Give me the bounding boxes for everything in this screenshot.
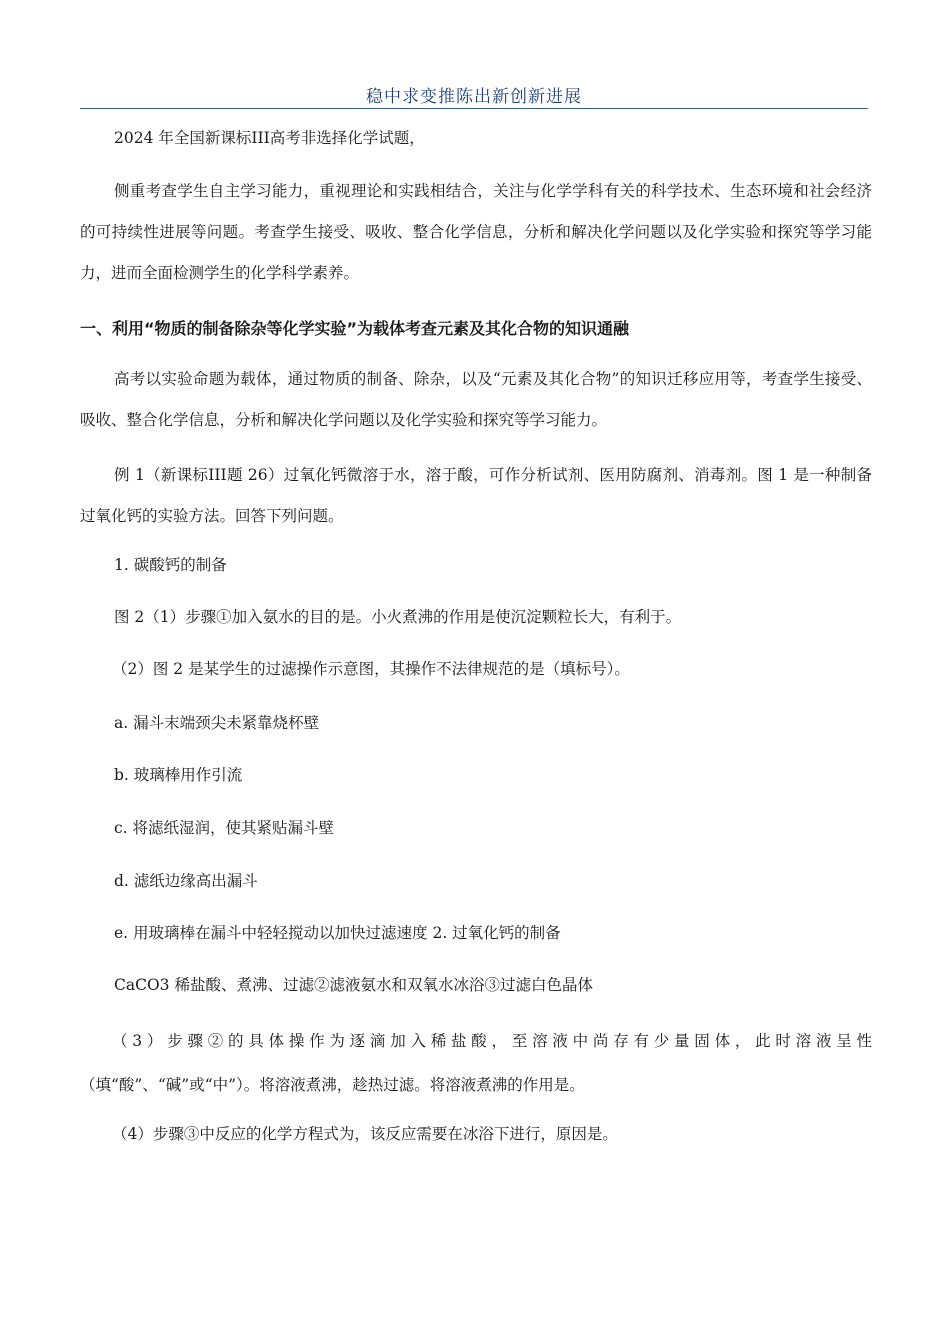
question-4: （4）步骤③中反应的化学方程式为，该反应需要在冰浴下进行，原因是。 bbox=[112, 1125, 618, 1143]
section-paragraph: 高考以实验命题为载体，通过物质的制备、除杂，以及“元素及其化合物”的知识迁移应用等，考查学生接受、吸收、整合化学信息，分析和解决化学问题以及化学实验和探究等学习能力。 bbox=[80, 370, 872, 429]
question-3: （3）步骤②的具体操作为逐滴加入稀盐酸，至溶液中尚存有少量固体，此时溶液呈性（填“酸”、“碱”或“中”）。将溶液煮沸，趁热过滤。将溶液煮沸的作用是。 bbox=[80, 1032, 872, 1094]
page-header-title: 稳中求变推陈出新创新进展 bbox=[366, 87, 582, 107]
example-paragraph: 例 1（新课标III题 26）过氧化钙微溶于水，溶于酸，可作分析试剂、医用防腐剂、消毒剂。图 1 是一种制备过氧化钙的实验方法。回答下列问题。 bbox=[80, 466, 872, 525]
intro-line: 2024 年全国新课标III高考非选择化学试题， bbox=[114, 129, 425, 147]
option-b: b. 玻璃棒用作引流 bbox=[114, 766, 243, 784]
option-c: c. 将滤纸湿润，使其紧贴漏斗壁 bbox=[114, 819, 335, 837]
option-d: d. 滤纸边缘高出漏斗 bbox=[114, 872, 258, 890]
flow-description: CaCO3 稀盐酸、煮沸、过滤②滤液氨水和双氧水冰浴③过滤白色晶体 bbox=[114, 976, 593, 994]
question-1: 图 2（1）步骤①加入氨水的目的是。小火煮沸的作用是使沉淀颗粒长大，有利于。 bbox=[114, 608, 682, 626]
section-heading: 一、利用“物质的制备除杂等化学实验”为载体考查元素及其化合物的知识通融 bbox=[80, 319, 630, 338]
intro-paragraph: 侧重考查学生自主学习能力，重视理论和实践相结合，关注与化学学科有关的科学技术、生态环境和社会经济的可持续性进展等问题。考查学生接受、吸收、整合化学信息，分析和解决化学问题以及化学实验和探究等学习能力，进而全面检测学生的化学科学素养。 bbox=[80, 182, 872, 282]
header-divider bbox=[80, 108, 868, 109]
option-a: a. 漏斗末端颈尖未紧靠烧杯壁 bbox=[114, 714, 320, 732]
subsection-title: 1. 碳酸钙的制备 bbox=[114, 556, 227, 574]
question-2: （2）图 2 是某学生的过滤操作示意图，其操作不法律规范的是（填标号）。 bbox=[112, 660, 630, 678]
option-e: e. 用玻璃棒在漏斗中轻轻搅动以加快过滤速度 2. 过氧化钙的制备 bbox=[114, 924, 561, 942]
